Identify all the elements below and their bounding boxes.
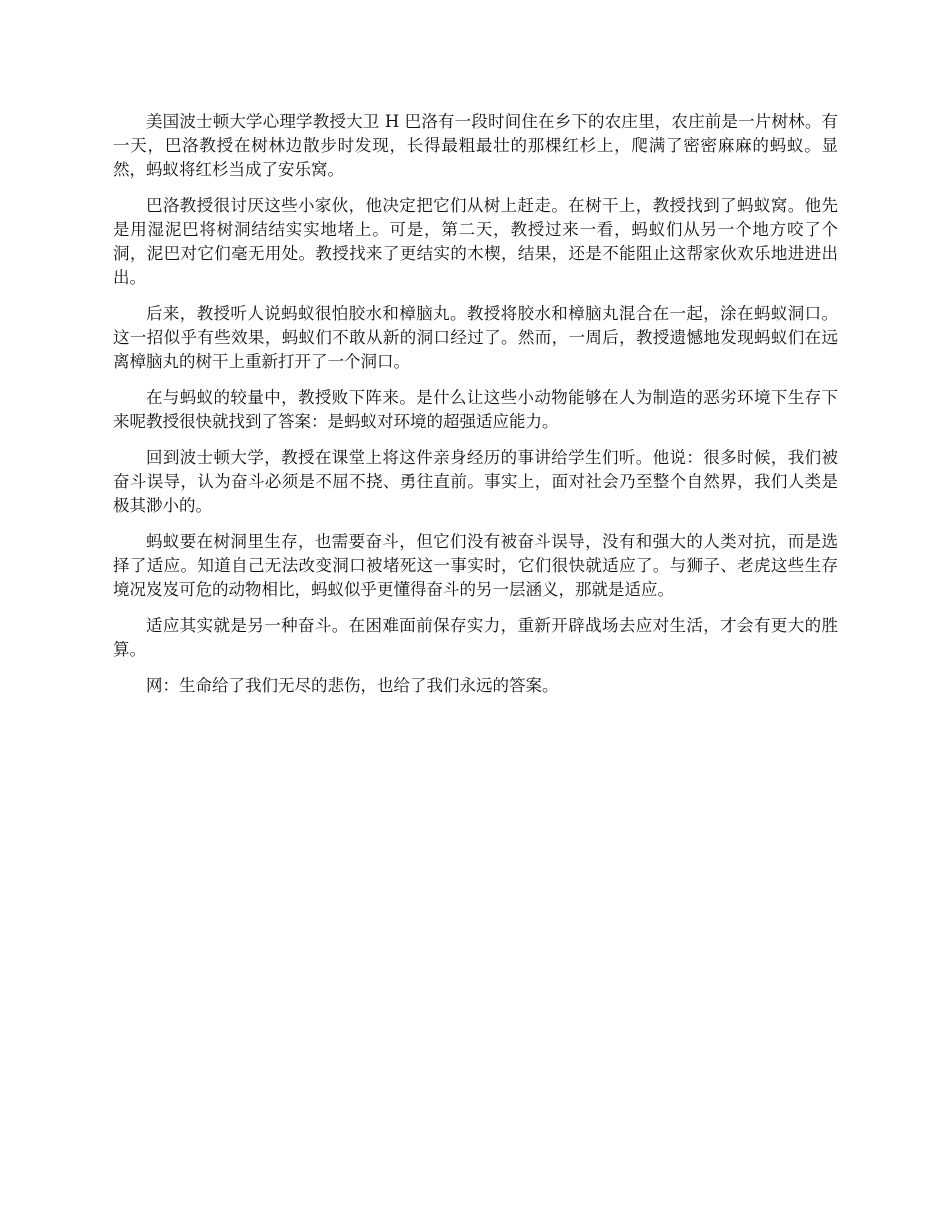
article-body — [113, 110, 838, 710]
paragraph-3: 后来，教授听人说蚂蚁很怕胶水和樟脑丸。教授将胶水和樟脑丸混合在一起，涂在蚂蚁洞口。这一招似乎有些效果，蚂蚁们不敢从新的洞口经过了。然而，一周后，教授遗憾地发现蚂蚁们在远离樟脑丸的树干上重新打开了一个洞口。 — [113, 304, 838, 371]
paragraph-1: 美国波士顿大学心理学教授大卫 H 巴洛有一段时间住在乡下的农庄里，农庄前是一片树林。有一天，巴洛教授在树林边散步时发现，长得最粗最壮的那棵红杉上，爬满了密密麻麻的蚂蚁。显然，蚂蚁将红杉当成了安乐窝。 — [113, 112, 838, 179]
paragraph-8: 网：生命给了我们无尽的悲伤，也给了我们永远的答案。 — [146, 676, 559, 695]
paragraph-7: 适应其实就是另一种奋斗。在困难面前保存实力，重新开辟战场去应对生活，才会有更大的胜算。 — [113, 616, 838, 659]
paragraph-4: 在与蚂蚁的较量中，教授败下阵来。是什么让这些小动物能够在人为制造的恶劣环境下生存下来呢教授很快就找到了答案：是蚂蚁对环境的超强适应能力。 — [113, 388, 838, 431]
paragraph-2: 巴洛教授很讨厌这些小家伙，他决定把它们从树上赶走。在树干上，教授找到了蚂蚁窝。他先是用湿泥巴将树洞结结实实地堵上。可是，第二天，教授过来一看，蚂蚁们从另一个地方咬了个洞，泥巴对它们毫无用处。教授找来了更结实的木楔，结果，还是不能阻止这帮家伙欢乐地进进出出。 — [113, 196, 838, 287]
paragraph-6: 蚂蚁要在树洞里生存，也需要奋斗，但它们没有被奋斗误导，没有和强大的人类对抗，而是选择了适应。知道自己无法改变洞口被堵死这一事实时，它们很快就适应了。与狮子、老虎这些生存境况岌岌可危的动物相比，蚂蚁似乎更懂得奋斗的另一层涵义，那就是适应。 — [113, 532, 838, 599]
paragraph-5: 回到波士顿大学，教授在课堂上将这件亲身经历的事讲给学生们听。他说：很多时候，我们被奋斗误导，认为奋斗必须是不屈不挠、勇往直前。事实上，面对社会乃至整个自然界，我们人类是极其渺小的。 — [113, 448, 838, 515]
